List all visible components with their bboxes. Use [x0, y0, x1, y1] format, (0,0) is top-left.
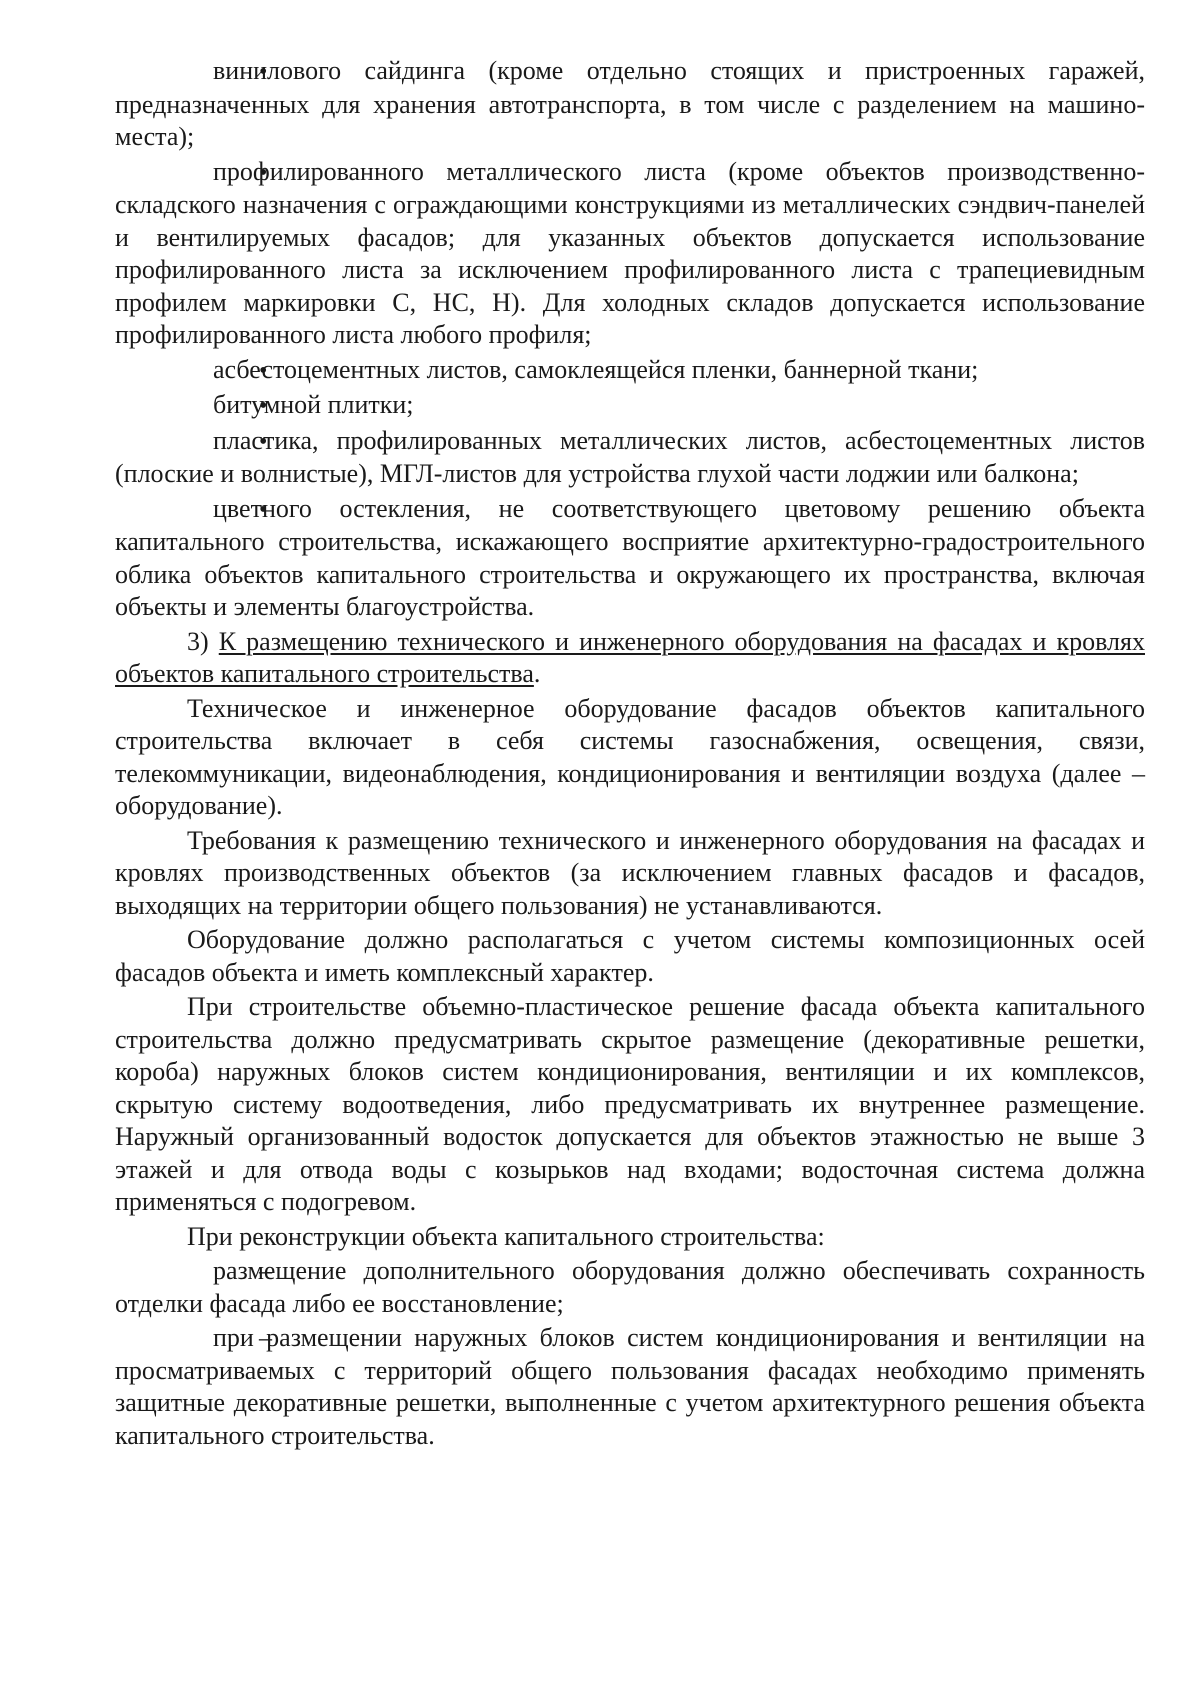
body-paragraph [115, 924, 1145, 989]
paragraph-text: Техническое и инженерное оборудование фасадов объектов капитального строительства включает в себя системы газоснабжения, освещения, связи, телекоммуникации, видеонаблюдения, кондиционирования и вентиляции воздуха (далее – оборудование). [115, 693, 1145, 820]
section-heading [115, 626, 1145, 691]
list-item-text: размещение дополнительного оборудования должно обеспечивать сохранность отделки фасада либо ее восстановление; [115, 1256, 1145, 1318]
paragraph-text: Оборудование должно располагаться с учетом системы композиционных осей фасадов объекта и иметь комплексный характер. [115, 925, 1145, 987]
list-item-text: асбестоцементных листов, самоклеящейся пленки, баннерной ткани; [213, 354, 979, 384]
list-item-text: профилированного металлического листа (кроме объектов производственно-складского назначения с ограждающими конструкциями из металлических сэндвич-панелей и вентилируемых фасадов; для указанных объектов допускается использование профилированного листа за исключением профилированного листа с трапециевидным профилем маркировки С, НС, Н). Для холодных складов допускается использование профилированного листа любого профиля; [115, 156, 1145, 349]
body-paragraph [115, 825, 1145, 923]
list-item [115, 389, 1145, 423]
list-item-text: винилового сайдинга (кроме отдельно стоящих и пристроенных гаражей, предназначенных для хранения автотранспорта, в том числе с разделением на машино-места); [115, 56, 1145, 151]
list-item [115, 493, 1145, 624]
list-item [115, 156, 1145, 352]
list-item-text: пластика, профилированных металлических листов, асбестоцементных листов (плоские и волнистые), МГЛ-листов для устройства глухой части лоджии или балкона; [115, 425, 1145, 488]
paragraph-text: При строительстве объемно-пластическое решение фасада объекта капитального строительства должно предусматривать скрытое размещение (декоративные решетки, короба) наружных блоков систем кондиционирования, вентиляции и их комплексов, скрытую систему водоотведения, либо предусматривать их внутреннее размещение. Наружный организованный водосток допускается для объектов этажностью не выше 3 этажей и для отвода воды с козырьков над входами; водосточная система должна применяться с подогревом. [115, 992, 1145, 1216]
list-item-text: при размещении наружных блоков систем кондиционирования и вентиляции на просматриваемых с территорий общего пользования фасадах необходимо применять защитные декоративные решетки, выполненные с учетом архитектурного решения объекта капитального строительства. [115, 1323, 1145, 1450]
section-heading-text: К размещению технического и инженерного оборудования на фасадах и кровлях объектов капитального строительства [115, 626, 1145, 688]
body-paragraph [115, 991, 1145, 1219]
body-paragraph [115, 1221, 1145, 1254]
list-item-text: цветного остекления, не соответствующего цветовому решению объекта капитального строительства, искажающего восприятие архитектурно-градостроительного облика объектов капитального строительства и окружающего их пространства, включая объекты и элементы благоустройства. [115, 493, 1145, 621]
document-page [115, 55, 1145, 1454]
section-number: 3) [187, 626, 209, 656]
list-item-text: битумной плитки; [213, 390, 414, 419]
paragraph-text: Требования к размещению технического и инженерного оборудования на фасадах и кровлях производственных объектов (за исключением главных фасадов и фасадов, выходящих на территории общего пользования) не устанавливаются. [115, 825, 1145, 920]
list-item [115, 55, 1145, 154]
dash-list-item [115, 1322, 1145, 1452]
section-heading-end: . [533, 659, 541, 688]
list-item [115, 354, 1145, 388]
list-item [115, 425, 1145, 491]
dash-list-item [115, 1255, 1145, 1320]
body-paragraph [115, 693, 1145, 823]
paragraph-text: При реконструкции объекта капитального строительства: [187, 1221, 825, 1251]
